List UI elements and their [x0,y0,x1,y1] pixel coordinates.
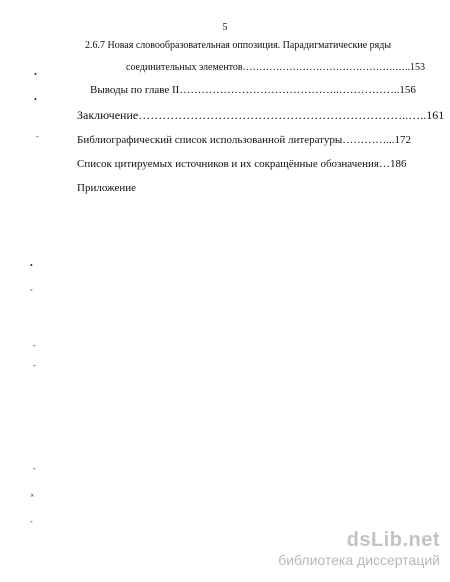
page-number: 5 [222,22,228,33]
toc-entry-appendix: Приложение [77,182,137,194]
margin-mark: × [30,491,35,500]
margin-mark: - [36,132,39,141]
watermark-logo: dsLib.net [346,529,440,551]
margin-mark: • [30,261,33,270]
watermark-subtitle: библиотека диссертаций [278,552,440,568]
margin-mark: ˇ [30,288,33,297]
toc-entry-bibliography: Библиографический список использованной литературы…………...172 [77,134,411,146]
toc-entry-conclusions-ch2: Выводы по главе II……………………………………..……………..156 [90,84,416,96]
watermark [278,530,440,568]
toc-entry-2-6-7-cont: соединительных элементов……………………………………….…..153 [126,62,426,73]
margin-mark: • [34,95,37,104]
margin-mark: - [30,517,33,526]
toc-entry-cited-sources: Список цитируемых источников и их сокращённые обозначения…186 [77,158,407,170]
margin-mark: - [33,361,36,370]
margin-mark: • [34,70,37,79]
toc-entry-conclusion: Заключение…………………………………………………………..…..161 [77,108,445,122]
margin-mark: - [33,464,36,473]
margin-mark: - [33,341,36,350]
toc-entry-2-6-7-title: 2.6.7 Новая словообразовательная оппозиция. Парадигматические ряды [85,40,392,51]
